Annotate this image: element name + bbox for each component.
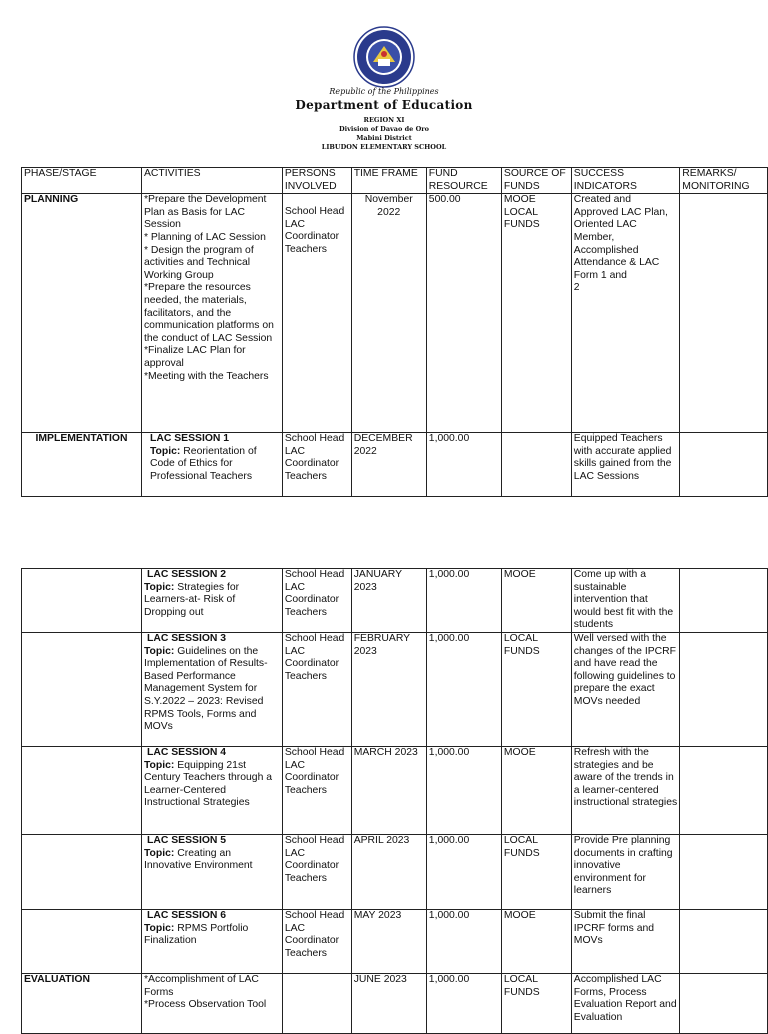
person-item: School Head <box>284 569 345 580</box>
session-title: LAC SESSION 3 <box>146 632 227 644</box>
activity-item: *Meeting with the Teachers <box>143 370 269 382</box>
person-item: LAC Coordinator <box>284 218 340 243</box>
session-fund: 1,000.00 <box>426 569 501 633</box>
session-source <box>501 433 571 497</box>
session-row <box>22 909 768 973</box>
session-source: MOOE <box>501 569 571 633</box>
phase-empty <box>22 746 142 834</box>
planning-activities <box>141 194 282 433</box>
source-item: MOOE <box>503 194 536 206</box>
activity-item: *Accomplishment of LAC Forms <box>143 973 259 998</box>
header-source: SOURCE OF FUNDS <box>501 168 571 194</box>
phase-empty <box>22 632 142 746</box>
session-topic: Equipping 21st Century Teachers through a Learner-Centered Instructional Strategies <box>143 759 273 809</box>
evaluation-source: LOCAL FUNDS <box>501 973 571 1033</box>
session-remarks <box>680 632 768 746</box>
planning-remarks <box>680 194 768 433</box>
session-topic: RPMS Portfolio Finalization <box>143 922 249 947</box>
phase-planning: PLANNING <box>22 194 142 433</box>
person-item: School Head <box>284 746 345 758</box>
person-item: LAC Coordinator <box>284 847 340 872</box>
department-name: Department of Education <box>295 98 473 112</box>
division-line: Division of Davao de Oro <box>338 125 429 133</box>
session-title: LAC SESSION 6 <box>146 909 227 921</box>
topic-label: Topic: <box>143 645 175 657</box>
school-line: LIBUDON ELEMENTARY SCHOOL <box>321 143 447 151</box>
evaluation-time: JUNE 2023 <box>351 973 426 1033</box>
person-item: LAC Coordinator <box>284 445 340 470</box>
session-title: LAC SESSION 1 <box>149 433 230 445</box>
planning-persons <box>282 194 351 433</box>
lac-plan-table-page-1 <box>21 167 768 497</box>
session-time: APRIL 2023 <box>351 834 426 909</box>
session-activity <box>141 433 282 497</box>
activity-item: *Process Observation Tool <box>143 999 267 1011</box>
session-activity <box>141 834 282 909</box>
session-time: DECEMBER 2022 <box>351 433 426 497</box>
topic-label: Topic: <box>143 847 175 859</box>
person-item: School Head <box>284 834 345 846</box>
republic-line: Republic of the Philippines <box>329 87 439 96</box>
success-item: Created and Approved LAC Plan, <box>573 194 668 218</box>
evaluation-persons <box>282 973 351 1033</box>
session-remarks <box>680 834 768 909</box>
person-item: Teachers <box>284 947 327 959</box>
phase-empty <box>22 569 142 633</box>
session-success: Equipped Teachers with accurate applied skills gained from the LAC Sessions <box>571 433 680 497</box>
session-title: LAC SESSION 4 <box>146 746 227 758</box>
session-source: MOOE <box>501 909 571 973</box>
session-topic: Reorientation of Code of Ethics for Professional Teachers <box>149 445 257 482</box>
session-time: MARCH 2023 <box>351 746 426 834</box>
phase-implementation: IMPLEMENTATION <box>22 433 142 497</box>
session-fund: 1,000.00 <box>426 433 501 497</box>
header-success: SUCCESS INDICATORS <box>571 168 680 194</box>
session-fund: 1,000.00 <box>426 909 501 973</box>
session-topic: Guidelines on the Implementation of Results- Based Performance Management System for S.Y.2022 – 2023: Revised RPMS Tools, Forms and MOVs <box>143 645 268 733</box>
session-remarks <box>680 433 768 497</box>
planning-source <box>501 194 571 433</box>
person-item: Teachers <box>284 470 327 482</box>
person-item: Teachers <box>284 606 327 618</box>
person-item: Teachers <box>284 670 327 682</box>
session-persons <box>282 632 351 746</box>
header-persons: PERSONS INVOLVED <box>282 168 351 194</box>
person-item: School Head <box>284 206 345 218</box>
header-fund: FUND RESOURCE <box>426 168 501 194</box>
phase-empty <box>22 909 142 973</box>
person-item: LAC Coordinator <box>284 922 340 947</box>
session-persons <box>282 834 351 909</box>
session-fund: 1,000.00 <box>426 746 501 834</box>
session-activity <box>141 569 282 633</box>
district-line: Mabini District <box>356 134 412 142</box>
person-item: Teachers <box>284 243 327 255</box>
session-source: LOCAL FUNDS <box>501 834 571 909</box>
session-persons <box>282 746 351 834</box>
header-phase: PHASE/STAGE <box>22 168 142 194</box>
session-persons <box>282 433 351 497</box>
person-item: LAC Coordinator <box>284 759 340 784</box>
planning-fund: 500.00 <box>426 194 501 433</box>
person-item: LAC Coordinator <box>284 581 340 606</box>
session-fund: 1,000.00 <box>426 834 501 909</box>
session-row <box>22 746 768 834</box>
activity-item: * Planning of LAC Session <box>143 231 266 243</box>
planning-success <box>571 194 680 433</box>
session-row <box>22 834 768 909</box>
session-success: Submit the final IPCRF forms and MOVs <box>571 909 680 973</box>
lac-plan-table-page-2 <box>21 568 768 1034</box>
session-persons <box>282 569 351 633</box>
session-fund: 1,000.00 <box>426 632 501 746</box>
evaluation-activities <box>141 973 282 1033</box>
source-item: LOCAL FUNDS <box>503 206 540 231</box>
evaluation-success: Accomplished LAC Forms, Process Evaluation Report and Evaluation <box>571 973 680 1033</box>
topic-label: Topic: <box>149 445 181 457</box>
session-topic: Creating an Innovative Environment <box>143 847 253 872</box>
topic-label: Topic: <box>143 922 175 934</box>
activity-item: *Prepare the resources needed, the materials, facilitators, and the communication platforms on the conduct of LAC Session <box>143 282 274 344</box>
session-remarks <box>680 746 768 834</box>
activity-item: *Finalize LAC Plan for approval <box>143 345 246 369</box>
person-item: Teachers <box>284 872 327 884</box>
session-time: JANUARY 2023 <box>351 569 426 633</box>
activity-item: *Prepare the Development Plan as Basis for LAC Session <box>143 194 267 231</box>
phase-evaluation: EVALUATION <box>22 973 142 1033</box>
session-time: MAY 2023 <box>351 909 426 973</box>
activity-item: * Design the program of activities and Technical Working Group <box>143 244 254 281</box>
success-item: 2 <box>573 282 580 294</box>
session-remarks <box>680 569 768 633</box>
session-source: MOOE <box>501 746 571 834</box>
session-activity <box>141 632 282 746</box>
header-activities: ACTIVITIES <box>141 168 282 194</box>
evaluation-row <box>22 973 768 1033</box>
table-header-row <box>22 168 768 194</box>
evaluation-fund: 1,000.00 <box>426 973 501 1033</box>
session-row <box>22 569 768 633</box>
session-title: LAC SESSION 2 <box>146 569 227 580</box>
person-item: School Head <box>284 632 345 644</box>
header-remarks: REMARKS/ MONITORING <box>680 168 768 194</box>
header-time: TIME FRAME <box>351 168 426 194</box>
deped-seal-icon <box>353 26 415 88</box>
session-success: Come up with a sustainable intervention that would best fit with the students <box>571 569 680 633</box>
person-item: Teachers <box>284 784 327 796</box>
topic-label: Topic: <box>143 581 175 593</box>
success-item: Accomplished Attendance & LAC Form 1 and <box>573 244 660 281</box>
session-activity <box>141 746 282 834</box>
person-item: School Head <box>284 909 345 921</box>
phase-empty <box>22 834 142 909</box>
session-topic: Strategies for Learners-at- Risk of Dropping out <box>143 581 240 618</box>
evaluation-remarks <box>680 973 768 1033</box>
person-item: LAC Coordinator <box>284 645 340 670</box>
session-persons <box>282 909 351 973</box>
session-row <box>22 632 768 746</box>
session-success: Provide Pre planning documents in crafting innovative environment for learners <box>571 834 680 909</box>
session-remarks <box>680 909 768 973</box>
success-item: Oriented LAC Member, <box>573 219 637 243</box>
planning-time: November 2022 <box>351 194 426 433</box>
session-activity <box>141 909 282 973</box>
session-time: FEBRUARY 2023 <box>351 632 426 746</box>
person-item: School Head <box>284 433 345 445</box>
topic-label: Topic: <box>143 759 175 771</box>
session-source: LOCAL FUNDS <box>501 632 571 746</box>
session-success: Well versed with the changes of the IPCRF and have read the following guidelines to prepare the exact MOVs needed <box>571 632 680 746</box>
session-success: Refresh with the strategies and be aware of the trends in a learner-centered instructional strategies <box>571 746 680 834</box>
planning-row <box>22 194 768 433</box>
session-row <box>22 433 768 497</box>
session-title: LAC SESSION 5 <box>146 834 227 846</box>
region-line: REGION XI <box>363 116 405 124</box>
